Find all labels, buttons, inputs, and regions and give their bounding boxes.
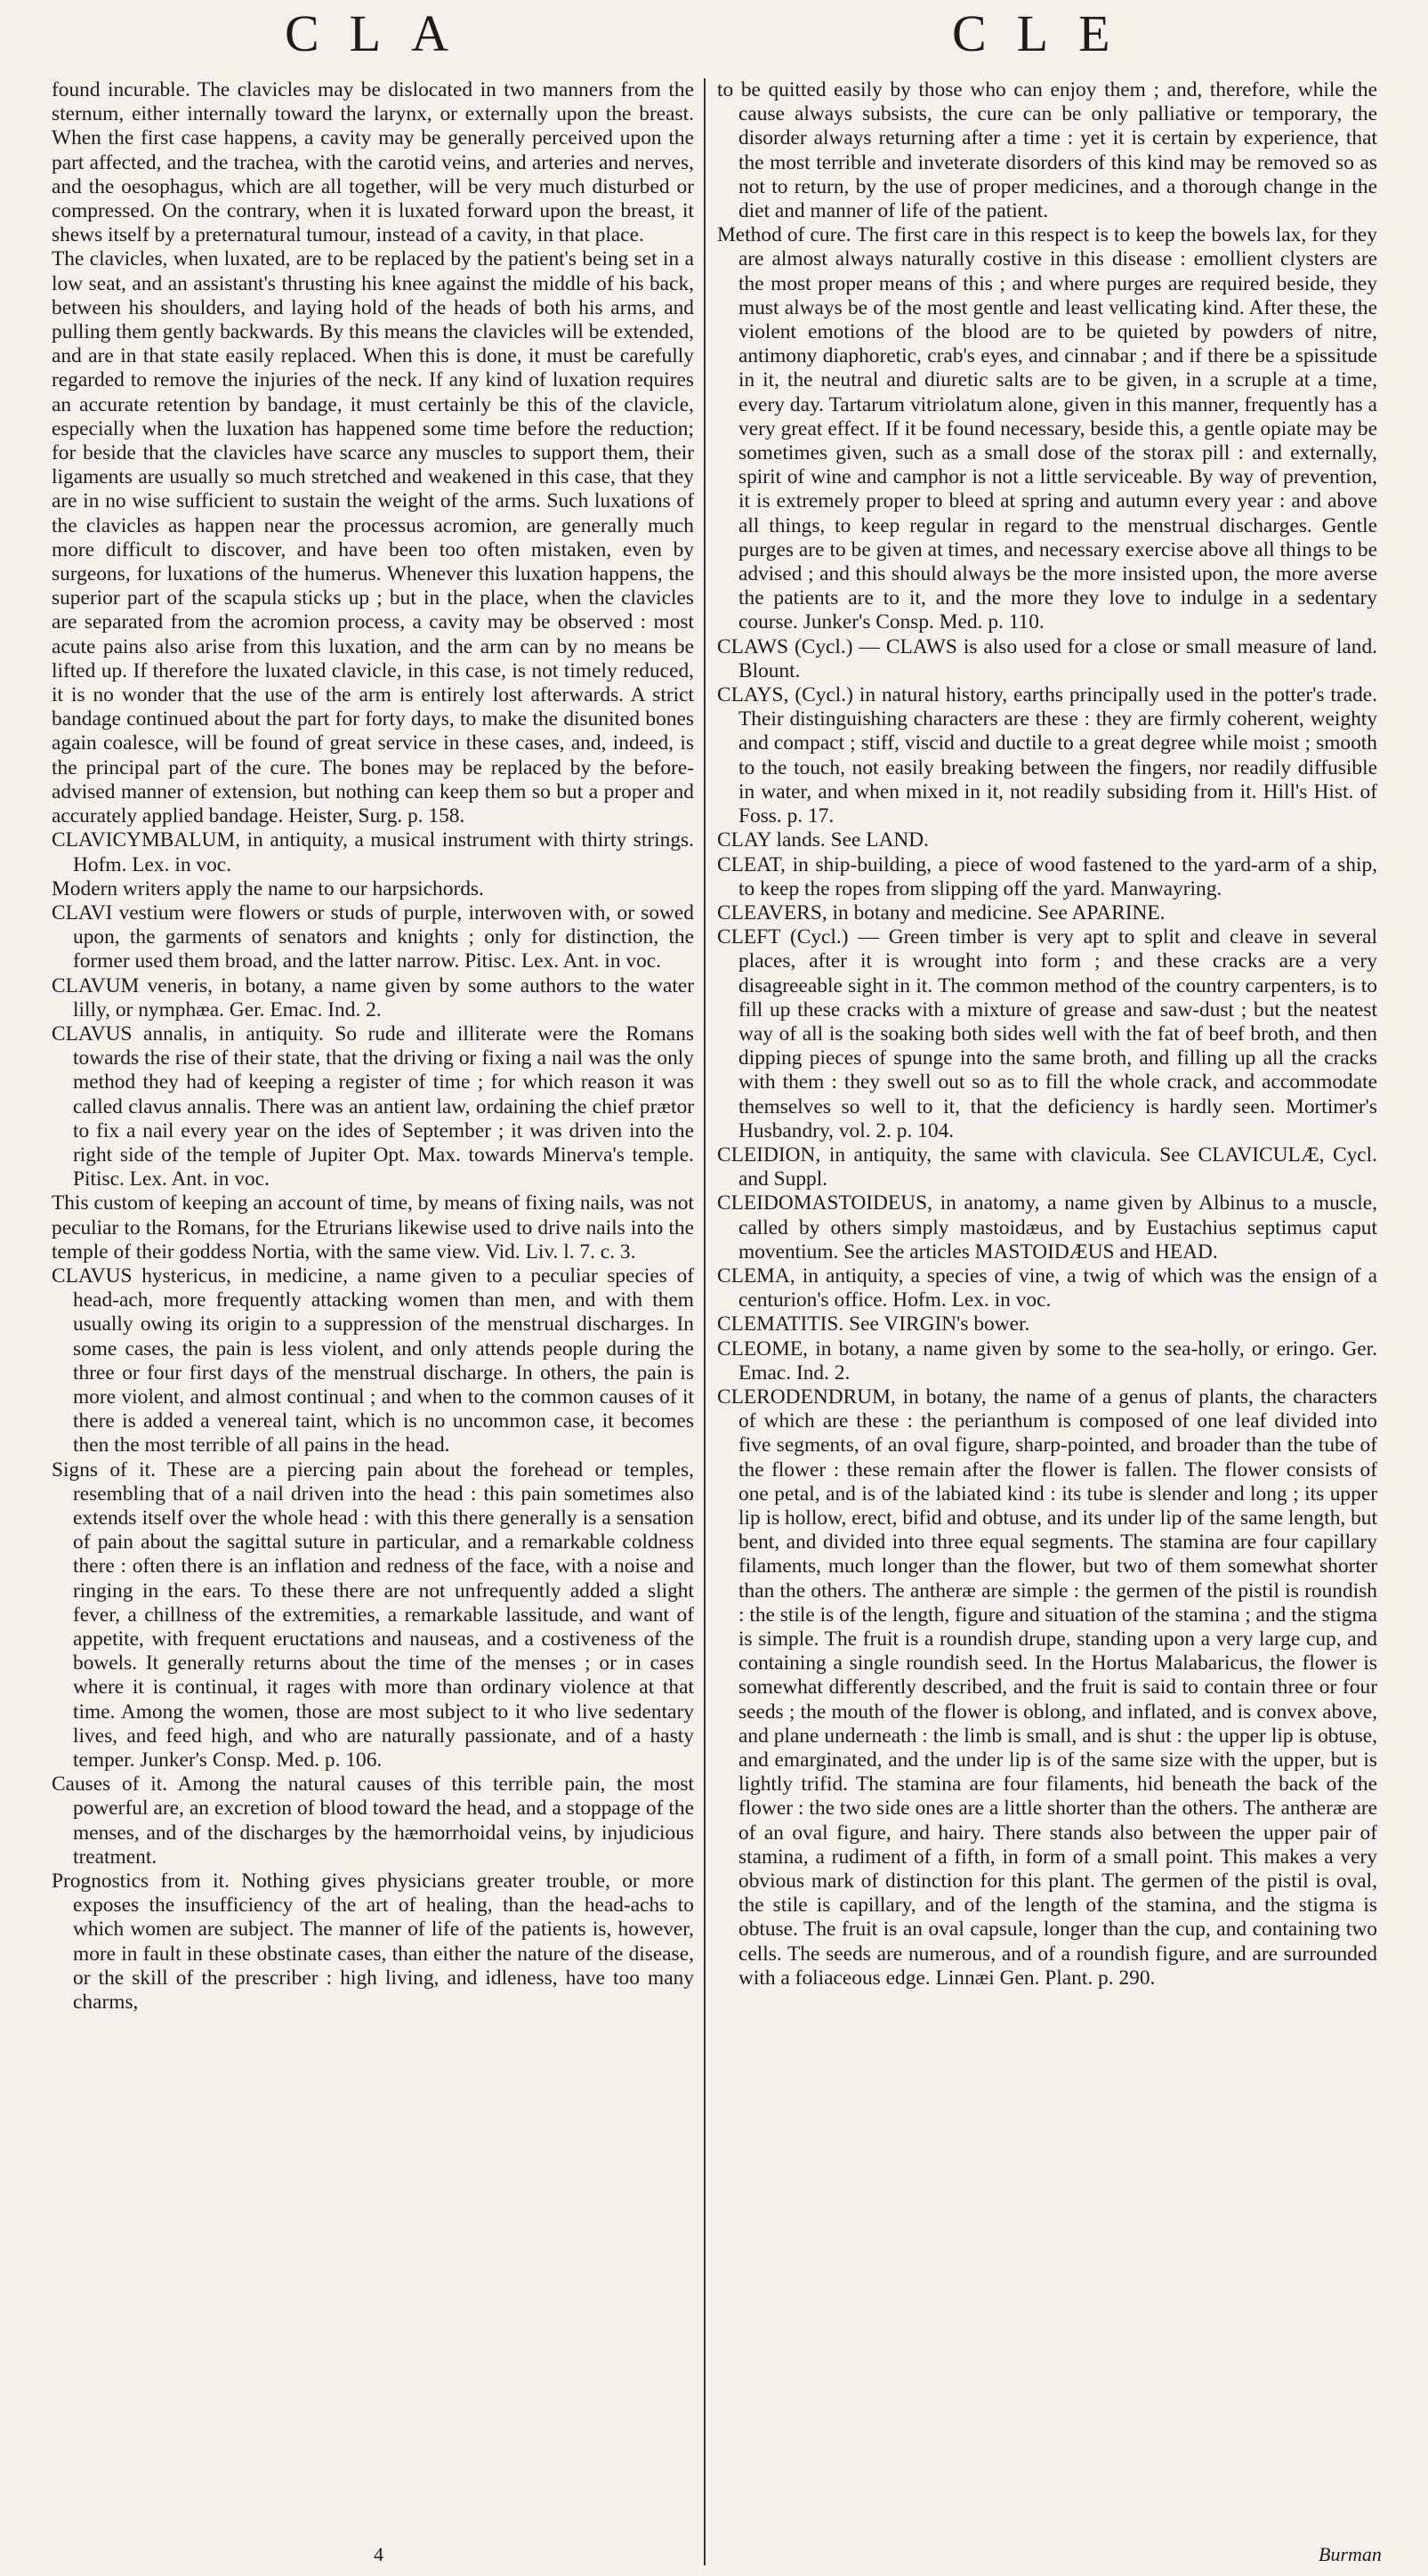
paragraph: to be quitted easily by those who can enjoy them ; and, therefore, while the cause always subsists, the cure can be only palliative or temporary, the disorder always returning after a time : yet it is certain by experience, that the most terrible and inveterate disorders of this kind may be removed so as not to return, by the use of proper medicines, and a thorough change in the diet and manner of life of the patient.: [717, 78, 1377, 223]
dictionary-entry: CLEOME, in botany, a name given by some to the sea-holly, or eringo. Ger. Emac. Ind. 2.: [717, 1336, 1377, 1385]
paragraph: The clavicles, when luxated, are to be replaced by the patient's being set in a low seat, and an assistant's thrusting his knee against the middle of his back, between his shoulders, and laying hold of the heads of both his arms, and pulling them gently backwards. By this means the clavicles will be extended, and are in that state easily replaced. When this is done, it must be carefully regarded to remove the injuries of the neck. If any kind of luxation requires an accurate retention by bandage, it must certainly be this of the clavicle, especially when the luxation has happened some time before the reduction; for beside that the clavicles have scarce any muscles to support them, their ligaments are usually so much stretched and weakened in this case, that they are in no wise sufficient to sustain the weight of the arms. Such luxations of the clavicles as happen near the processus acromion, are generally much more difficult to discover, and have been too often mistaken, even by surgeons, for luxations of the humerus. Whenever this luxation happens, the superior part of the scapula sticks up ; but in the place, when the clavicles are separated from the acromion process, a cavity may be observed : most acute pains also arise from this luxation, and the arm can by no means be lifted up. If therefore the luxated clavicle, in this case, is not timely reduced, it is no wonder that the use of the arm is entirely lost afterwards. A strict bandage continued about the part for forty days, to make the disunited bones again coalesce, will be found of great service in these cases, and, indeed, is the principal part of the cure. The bones may be replaced by the before-advised manner of extension, but nothing can keep them so but a proper and accurately applied bandage. Heister, Surg. p. 158.: [52, 247, 694, 828]
dictionary-entry: CLERODENDRUM, in botany, the name of a genus of plants, the characters of which are these : the perianthum is composed of one leaf divided into five segments, of an oval figure, sharp-pointed, and broader than the tube of the flower : these remain after the flower is fallen. The flower consists of one petal, and is of the labiated kind : its tube is slender and long ; its upper lip is hollow, erect, bifid and obtuse, and its under lip of the same length, but bent, and divided into three equal segments. The stamina are four capillary filaments, much longer than the flower, but two of them somewhat shorter than the others. The antheræ are simple : the germen of the pistil is roundish : the stile is of the length, figure and situation of the stamina ; and the stigma is simple. The fruit is a roundish drupe, standing upon a very large cup, and containing a single roundish seed. In the Hortus Malabaricus, the flower is somewhat differently described, and the fruit is said to contain three or four seeds ; the mouth of the flower is oblong, and inflated, and is convex above, and plane underneath : the limb is small, and is shut : the upper lip is obtuse, and emarginated, and the under lip is of the same size with the upper, but is lightly trifid. The stamina are four filaments, hid beneath the back of the flower : the two side ones are a little shorter than the others. The antheræ are of an oval figure, and hairy. There stands also between the upper pair of stamina, a rudiment of a fifth, in form of a small point. This makes a very obvious mark of distinction for this plant. The germen of the pistil is oval, the stile is capillary, and of the length of the stamina, and the stigma is obtuse. The fruit is an oval capsule, longer than the cup, and containing two cells. The seeds are numerous, and of a roundish figure, and are surrounded with a foliaceous edge. Linnæi Gen. Plant. p. 290.: [717, 1385, 1377, 1990]
paragraph: found incurable. The clavicles may be dislocated in two manners from the sternum, either internally toward the larynx, or externally upon the breast. When the first case happens, a cavity may be generally perceived upon the part affected, and the trachea, with the carotid veins, and arteries and nerves, and the oesophagus, which are all together, will be very much disturbed or compressed. On the contrary, when it is luxated forward upon the breast, it shews itself by a preternatural tumour, instead of a cavity, in that place.: [52, 78, 694, 247]
subsection-paragraph: Signs of it. These are a piercing pain about the forehead or temples, resembling that of a nail driven into the head : this pain sometimes also extends itself over the whole head : with this there generally is a sensation of pain about the sagittal suture in particular, and a remarkable coldness there : often there is an inflation and redness of the face, with a noise and ringing in the ears. To these there are not unfrequently added a slight fever, a chillness of the extremities, a remarkable lassitude, and want of appetite, with frequent eructations and nauseas, and a costiveness of the bowels. It generally returns about the time of the menses ; or in cases where it is continual, it rages with more than ordinary violence at that time. Among the women, those are most subject to it who live sedentary lives, and feed high, and who are naturally passionate, and of a hasty temper. Junker's Consp. Med. p. 106.: [52, 1458, 694, 1773]
dictionary-entry: CLAWS (Cycl.) — CLAWS is also used for a close or small measure of land. Blount.: [717, 634, 1377, 682]
subsection-paragraph: Prognostics from it. Nothing gives physicians greater trouble, or more exposes the insufficiency of the art of healing, than the head-achs to which women are subject. The manner of life of the patients is, however, more in fault in these obstinate cases, than either the nature of the disease, or the skill of the prescriber : high living, and idleness, have too many charms,: [52, 1869, 694, 2015]
catchword: Burman: [1319, 2543, 1382, 2565]
running-head-left: CLA: [285, 4, 479, 62]
dictionary-entry: CLAY lands. See LAND.: [717, 828, 930, 852]
running-head-right: CLE: [952, 4, 1141, 62]
dictionary-entry: CLEIDOMASTOIDEUS, in anatomy, a name given by Albinus to a muscle, called by others simply mastoidæus, and by Eustachius septimus caput moventium. See the articles MASTOIDÆUS and HEAD.: [717, 1191, 1377, 1264]
dictionary-entry: CLAYS, (Cycl.) in natural history, earths principally used in the potter's trade. Their distinguishing characters are these : they are firmly coherent, weighty and compact ; stiff, viscid and ductile to a great degree while moist ; smooth to the touch, not easily breaking between the fingers, nor readily diffusible in water, and when mixed in it, not readily subsiding from it. Hill's Hist. of Foss. p. 17.: [717, 683, 1377, 828]
subsection-paragraph: Method of cure. The first care in this respect is to keep the bowels lax, for they are almost always naturally costive in this disease : emollient clysters are the most proper means of this ; and where purges are required beside, they must always be of the most gentle and least vellicating kind. After these, the violent emotions of the blood are to be quieted by powders of nitre, antimony diaphoretic, crab's eyes, and cinnabar ; and if there be a spissitude in it, the neutral and diuretic salts are to be given, in a scruple at a time, every day. Tartarum vitriolatum alone, given in this manner, frequently has a very great effect. If it be found necessary, beside this, a gentle opiate may be sometimes given, such as a small dose of the storax pill : and externally, spirit of wine and camphor is not a little serviceable. By way of prevention, it is extremely proper to bleed at spring and autumn every year : and above all things, to keep regular in regard to the menstrual discharges. Gentle purges are to be given at times, and necessary exercise above all things to be advised ; and this should always be the more insisted upon, the more averse the patients are to it, and the more they love to indulge in a sedentary course. Junker's Consp. Med. p. 110.: [717, 223, 1377, 634]
dictionary-entry: CLAVI vestium were flowers or studs of purple, interwoven with, or sowed upon, the garments of senators and knights ; only for distinction, the former used them broad, and the latter narrow. Pitisc. Lex. Ant. in voc.: [52, 900, 694, 973]
dictionary-entry: CLEFT (Cycl.) — Green timber is very apt to split and cleave in several places, after it is wrought into form ; and these cracks are a very disagreeable sight in it. The common method of the country carpenters, is to fill up these cracks with a mixture of grease and saw-dust ; but the neatest way of all is the soaking both sides well with the fat of beef broth, and then dipping pieces of spunge into the same broth, and filling up all the cracks with them : they swell out so as to fill the whole crack, and accommodate themselves so well to it, that the deficiency is hardly seen. Mortimer's Husbandry, vol. 2. p. 104.: [717, 925, 1377, 1143]
dictionary-entry: CLAVUS annalis, in antiquity. So rude and illiterate were the Romans towards the rise of their state, that the driving or fixing a nail was the only method they had of keeping a register of time ; for which reason it was called clavus annalis. There was an antient law, ordaining the chief prætor to fix a nail every year on the ides of September ; it was driven into the right side of the temple of Jupiter Opt. Max. towards Minerva's temple. Pitisc. Lex. Ant. in voc.: [52, 1022, 694, 1191]
dictionary-entry: CLAVUS hystericus, in medicine, a name given to a peculiar species of head-ach, more frequently attacking women than men, and with them usually owing its origin to a suppression of the menstrual discharges. In some cases, the pain is less violent, and only attends people during the three or four first days of the menstrual discharge. In others, the pain is more violent, and almost continual ; and when to the common causes of it there is added a venereal taint, which is no uncommon case, it becomes then the most terrible of all pains in the head.: [52, 1264, 694, 1458]
column-rule: [704, 78, 706, 2565]
subsection-paragraph: Causes of it. Among the natural causes of this terrible pain, the most powerful are, an excretion of blood toward the head, and a stoppage of the menses, and of the discharges by the hæmorrhoidal veins, by injudicious treatment.: [52, 1773, 694, 1869]
paragraph: Modern writers apply the name to our harpsichords.: [52, 876, 484, 900]
dictionary-entry: CLEAT, in ship-building, a piece of wood fastened to the yard-arm of a ship, to keep the ropes from slipping off the yard. Manwayring.: [717, 852, 1377, 900]
paragraph: This custom of keeping an account of time, by means of fixing nails, was not peculiar to the Romans, for the Etrurians likewise used to drive nails into the temple of their goddess Nortia, with the same view. Vid. Liv. l. 7. c. 3.: [52, 1191, 694, 1264]
dictionary-entry: CLEMATITIS. See VIRGIN's bower.: [717, 1312, 1030, 1336]
left-column: [52, 78, 694, 2561]
right-column: [717, 78, 1377, 2561]
dictionary-entry: CLEMA, in antiquity, a species of vine, a twig of which was the ensign of a centurion's office. Hofm. Lex. in voc.: [717, 1264, 1377, 1312]
dictionary-entry: CLEAVERS, in botany and medicine. See APARINE.: [717, 900, 1166, 925]
page-number: 4: [374, 2543, 383, 2565]
dictionary-entry: CLAVUM veneris, in botany, a name given by some authors to the water lilly, or nymphæa. Ger. Emac. Ind. 2.: [52, 973, 694, 1022]
dictionary-entry: CLAVICYMBALUM, in antiquity, a musical instrument with thirty strings. Hofm. Lex. in voc.: [52, 828, 694, 876]
dictionary-entry: CLEIDION, in antiquity, the same with clavicula. See CLAVICULÆ, Cycl. and Suppl.: [717, 1143, 1377, 1191]
